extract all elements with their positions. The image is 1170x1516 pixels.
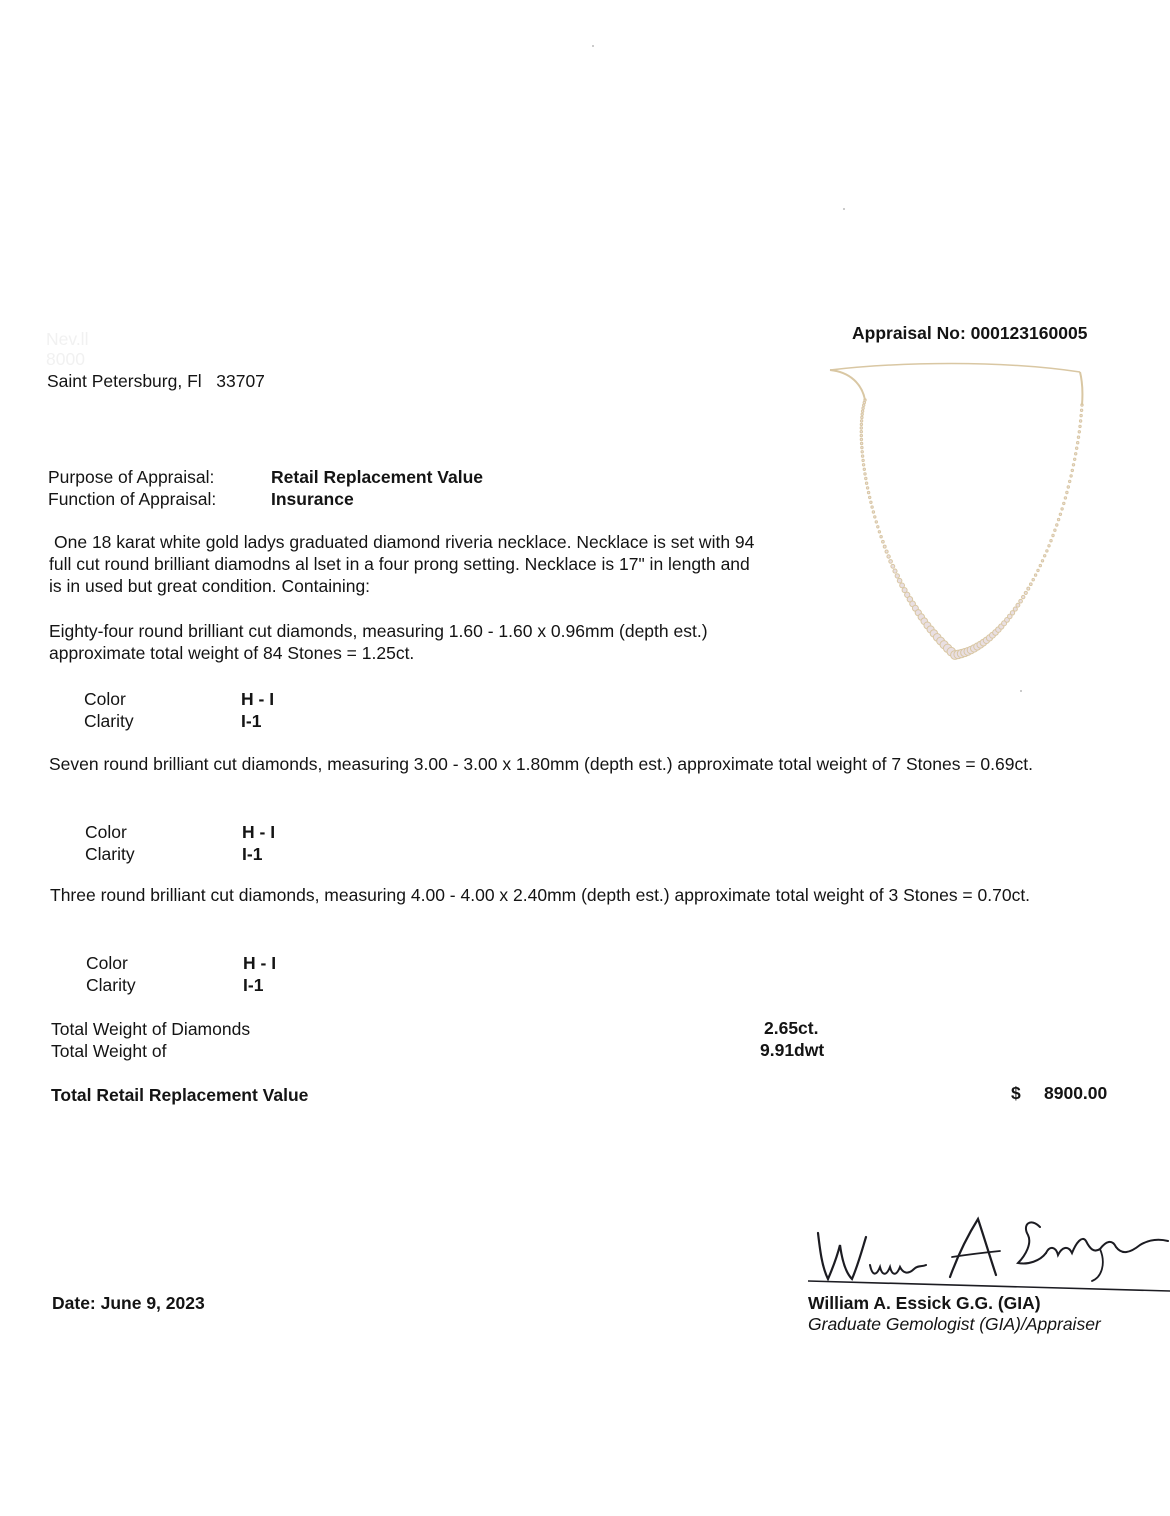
necklace-diamond	[1069, 480, 1071, 482]
necklace-diamond	[1064, 497, 1066, 499]
necklace-diamond	[865, 477, 867, 479]
necklace-diamond	[1070, 475, 1072, 477]
necklace-diamond	[1054, 529, 1056, 531]
necklace-diamond	[871, 506, 873, 508]
necklace-diamond	[865, 482, 867, 484]
necklace-diamond	[863, 401, 865, 403]
necklace-diamond	[885, 550, 888, 553]
necklace-diamond	[1013, 607, 1017, 611]
necklace-diamond	[860, 420, 862, 422]
necklace-diamond	[1063, 502, 1065, 504]
necklace-diamond	[1074, 458, 1076, 460]
necklace-diamond	[1046, 550, 1048, 552]
stone-group-3-color-label: Color	[86, 953, 128, 973]
necklace-diamond	[861, 410, 863, 412]
necklace-diamond	[1075, 453, 1077, 455]
necklace-diamond	[863, 468, 865, 470]
necklace-diamond	[1039, 564, 1041, 566]
stone-group-3-text: Three round brilliant cut diamonds, measuring 4.00 - 4.00 x 2.40mm (depth est.) approximate total weight of 3 Stones = 0.70ct.	[50, 885, 1031, 905]
stone-group-2-clarity-label: Clarity	[85, 844, 135, 864]
function-label: Function of Appraisal:	[48, 489, 217, 509]
necklace-diamond	[860, 427, 862, 429]
stone-group-1-text: Eighty-four round brilliant cut diamonds, measuring 1.60 - 1.60 x 0.96mm (depth est.) approximate total weight of 84 Stones = 1.25ct.	[49, 621, 708, 663]
necklace-diamond	[861, 446, 863, 448]
necklace-photo	[820, 360, 1120, 680]
stone-group-3-clarity-value: I-1	[243, 975, 264, 995]
appraisal-date: Date: June 9, 2023	[52, 1293, 205, 1313]
necklace-diamond	[889, 560, 893, 564]
total-diamonds-value: 2.65ct.	[764, 1018, 819, 1038]
stone-group-3-color-value: H - I	[243, 953, 277, 973]
necklace-diamond	[1077, 436, 1079, 438]
necklace-diamond	[864, 473, 866, 475]
necklace-diamond	[1066, 491, 1068, 493]
necklace-diamond	[1079, 420, 1081, 422]
necklace-diamond	[1044, 555, 1046, 557]
necklace-diamond	[860, 442, 862, 444]
necklace-diamond	[1057, 518, 1059, 520]
necklace-diamond	[1050, 540, 1052, 542]
necklace-diamond	[893, 569, 897, 573]
function-value: Insurance	[271, 489, 354, 509]
necklace-diamond	[863, 404, 865, 406]
necklace-diamond	[1048, 545, 1050, 547]
necklace-diamond	[867, 491, 869, 493]
necklace-diamond	[883, 545, 886, 548]
necklace-diamond	[1080, 409, 1082, 411]
necklace-diamond	[878, 531, 880, 533]
necklace-diamond	[1022, 595, 1025, 598]
necklace-diamond	[860, 434, 862, 436]
necklace-diamond	[1016, 603, 1020, 607]
necklace-top-chain	[830, 364, 1080, 373]
currency-symbol: $	[1011, 1083, 1021, 1103]
necklace-diamond	[870, 501, 872, 503]
necklace-diamond	[1072, 464, 1074, 466]
necklace-left-strand	[830, 370, 865, 400]
necklace-diamond	[860, 438, 862, 440]
necklace-diamond	[1027, 587, 1030, 590]
total-retail-value: 8900.00	[1044, 1083, 1108, 1103]
stone-group-1-clarity-value: I-1	[241, 711, 262, 731]
purpose-label: Purpose of Appraisal:	[48, 467, 215, 487]
necklace-diamond	[866, 487, 868, 489]
necklace-diamond	[1078, 431, 1080, 433]
necklace-diamond	[861, 451, 863, 453]
appraiser-title: Graduate Gemologist (GIA)/Appraiser	[808, 1314, 1101, 1334]
necklace-diamond	[861, 416, 863, 418]
scan-speck	[1020, 690, 1022, 692]
stone-group-3-clarity-label: Clarity	[86, 975, 136, 995]
necklace-diamond	[877, 526, 879, 528]
item-description: One 18 karat white gold ladys graduated diamond riveria necklace. Necklace is set with 94 full cut round brilliant diamodns al lset in a four prong setting. Necklace is 17" in length and is in used but great condition. Containing:	[49, 532, 755, 596]
necklace-diamond	[897, 578, 902, 583]
necklace-diamond	[1061, 508, 1063, 510]
necklace-diamond	[1077, 442, 1079, 444]
necklace-diamond	[862, 459, 864, 461]
necklace-diamond	[1052, 534, 1054, 536]
necklace-diamond	[861, 455, 863, 457]
necklace-diamond	[1032, 578, 1034, 580]
necklace-diamond	[1059, 513, 1061, 515]
necklace-diamond	[872, 511, 874, 513]
scan-speck	[592, 45, 594, 47]
stone-group-2-color-value: H - I	[242, 822, 276, 842]
necklace-diamond	[880, 535, 882, 537]
stone-group-2-text: Seven round brilliant cut diamonds, measuring 3.00 - 3.00 x 1.80mm (depth est.) approximate total weight of 7 Stones = 0.69ct.	[49, 754, 1033, 774]
necklace-diamond	[861, 413, 863, 415]
necklace-diamond	[1067, 486, 1069, 488]
appraiser-signature	[800, 1205, 1170, 1305]
scan-speck	[843, 208, 845, 210]
total-weight-label: Total Weight of	[51, 1041, 167, 1061]
necklace-diamond	[875, 521, 877, 523]
necklace-diamond	[1080, 414, 1082, 416]
appraiser-name: William A. Essick G.G. (GIA)	[808, 1293, 1041, 1313]
stone-group-1-clarity-label: Clarity	[84, 711, 134, 731]
necklace-diamond	[891, 564, 895, 568]
necklace-diamond	[1071, 469, 1073, 471]
necklace-diamond	[1056, 524, 1058, 526]
stone-group-1-color-label: Color	[84, 689, 126, 709]
necklace-diamond	[1041, 560, 1043, 562]
necklace-diamond	[1079, 425, 1081, 427]
necklace-right-strand	[1080, 372, 1082, 405]
necklace-diamond	[862, 407, 864, 409]
appraisal-number: Appraisal No: 000123160005	[852, 323, 1088, 343]
necklace-diamond	[874, 516, 876, 518]
necklace-diamond	[1034, 574, 1036, 576]
stone-group-2-clarity-value: I-1	[242, 844, 263, 864]
necklace-diamond	[895, 574, 899, 578]
necklace-diamond	[887, 555, 890, 558]
necklace-diamond	[1037, 569, 1039, 571]
stone-group-1-color-value: H - I	[241, 689, 275, 709]
necklace-diamond	[862, 464, 864, 466]
necklace-diamond	[900, 583, 905, 588]
total-retail-label: Total Retail Replacement Value	[51, 1085, 309, 1105]
necklace-diamond	[1024, 591, 1027, 594]
total-diamonds-label: Total Weight of Diamonds	[51, 1019, 251, 1039]
necklace-diamond	[860, 431, 862, 433]
faded-address-line-2: 8000	[46, 349, 85, 369]
city-line: Saint Petersburg, Fl 33707	[47, 371, 265, 391]
necklace-diamond	[1076, 447, 1078, 449]
purpose-value: Retail Replacement Value	[271, 467, 484, 487]
stone-group-2-color-label: Color	[85, 822, 127, 842]
necklace-beads	[830, 364, 1083, 660]
necklace-diamond	[882, 540, 885, 543]
necklace-diamond	[1019, 599, 1023, 603]
total-weight-value: 9.91dwt	[760, 1040, 825, 1060]
faded-address-line-1: Nev.ll	[46, 329, 89, 349]
necklace-diamond	[860, 423, 862, 425]
necklace-diamond	[1029, 583, 1032, 586]
necklace-diamond	[869, 496, 871, 498]
